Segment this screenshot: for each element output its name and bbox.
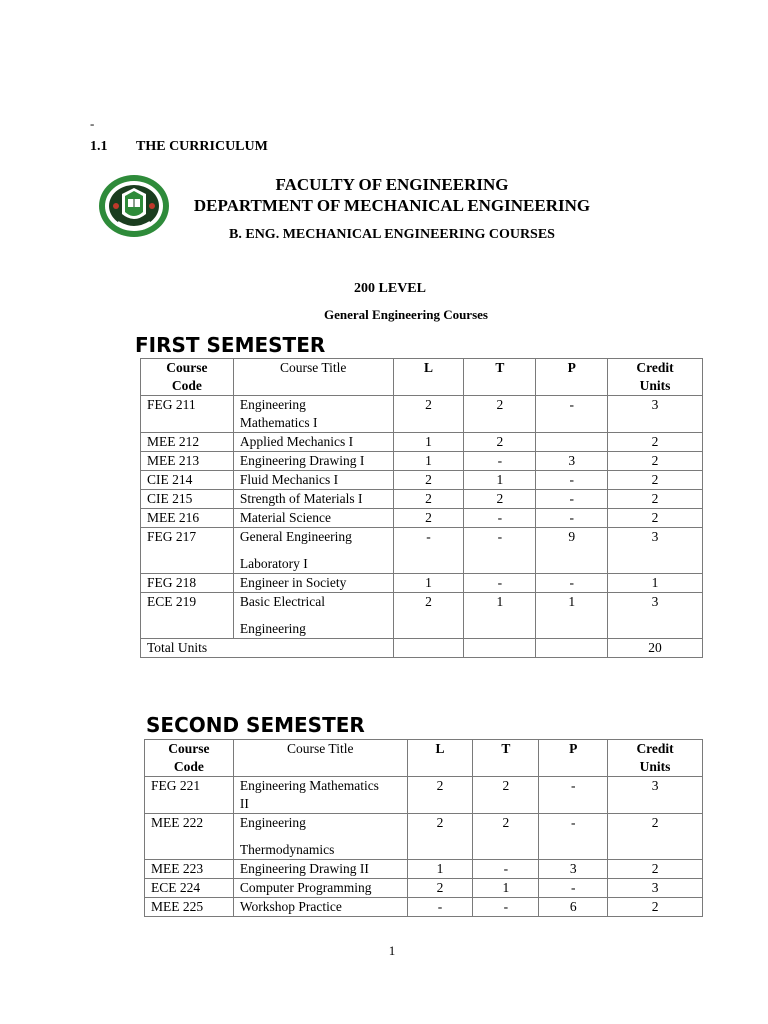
credit-units: 2 [608, 860, 703, 879]
course-code: CIE 215 [141, 490, 234, 509]
practical-hours: - [536, 396, 608, 433]
col-t: T [464, 359, 536, 396]
total-row [141, 639, 703, 658]
table-header-row [141, 359, 703, 396]
total-label: Total Units [141, 639, 394, 658]
section-number: 1.1 [90, 139, 108, 154]
table-row [141, 471, 703, 490]
course-code: ECE 224 [145, 879, 234, 898]
table-row [141, 396, 703, 433]
tutorial-hours: - [464, 509, 536, 528]
col-t: T [473, 740, 539, 777]
course-code: MEE 222 [145, 814, 234, 860]
practical-hours: 6 [539, 898, 608, 917]
course-code: MEE 223 [145, 860, 234, 879]
lecture-hours: 2 [407, 814, 473, 860]
table-row [141, 452, 703, 471]
page-number: 1 [388, 943, 396, 958]
course-code: MEE 212 [141, 433, 234, 452]
credit-units: 3 [608, 777, 703, 814]
course-code: FEG 218 [141, 574, 234, 593]
lecture-hours: 2 [393, 396, 464, 433]
col-course-title: Course Title [233, 359, 393, 396]
tutorial-hours: - [473, 860, 539, 879]
tutorial-hours: - [464, 452, 536, 471]
lecture-hours: 2 [393, 593, 464, 639]
table-row [141, 593, 703, 639]
table-row [141, 509, 703, 528]
course-title: General Engineering Laboratory I [233, 528, 393, 574]
col-l: L [407, 740, 473, 777]
col-l: L [393, 359, 464, 396]
course-code: MEE 225 [145, 898, 234, 917]
course-code: CIE 214 [141, 471, 234, 490]
course-title: Strength of Materials I [233, 490, 393, 509]
general-courses-heading: General Engineering Courses [324, 307, 488, 322]
tutorial-hours: 2 [464, 433, 536, 452]
lecture-hours: - [393, 528, 464, 574]
course-code: FEG 217 [141, 528, 234, 574]
credit-units: 2 [608, 509, 703, 528]
lecture-hours: 2 [393, 471, 464, 490]
practical-hours: - [539, 777, 608, 814]
practical-hours [536, 433, 608, 452]
tutorial-hours: 2 [473, 814, 539, 860]
tutorial-hours: 1 [464, 471, 536, 490]
tutorial-hours: - [473, 898, 539, 917]
course-title: Engineering Mathematics II [233, 777, 407, 814]
course-code: MEE 213 [141, 452, 234, 471]
col-credit-units: Credit Units [608, 740, 703, 777]
col-p: P [539, 740, 608, 777]
lecture-hours: 2 [393, 509, 464, 528]
course-code: FEG 211 [141, 396, 234, 433]
lecture-hours: 1 [407, 860, 473, 879]
course-title: Workshop Practice [233, 898, 407, 917]
first-semester-heading: FIRST SEMESTER [135, 333, 326, 357]
tutorial-hours: - [464, 528, 536, 574]
col-course-code: Course Code [141, 359, 234, 396]
course-title: Material Science [233, 509, 393, 528]
credit-units: 2 [608, 452, 703, 471]
course-title: Engineering Thermodynamics [233, 814, 407, 860]
table-row [145, 814, 703, 860]
courses-subtitle: B. ENG. MECHANICAL ENGINEERING COURSES [229, 227, 555, 242]
total-units: 20 [608, 639, 703, 658]
practical-hours: - [536, 490, 608, 509]
course-code: FEG 221 [145, 777, 234, 814]
col-credit-units: Credit Units [608, 359, 703, 396]
tutorial-hours: 1 [473, 879, 539, 898]
lecture-hours: 2 [407, 879, 473, 898]
tutorial-hours: 2 [473, 777, 539, 814]
first-semester-table [140, 358, 703, 658]
total-empty [464, 639, 536, 658]
tutorial-hours: 2 [464, 490, 536, 509]
table-row [141, 528, 703, 574]
credit-units: 1 [608, 574, 703, 593]
credit-units: 3 [608, 396, 703, 433]
table-row [141, 433, 703, 452]
credit-units: 2 [608, 471, 703, 490]
tutorial-hours: 2 [464, 396, 536, 433]
total-empty [536, 639, 608, 658]
lecture-hours: 1 [393, 433, 464, 452]
total-empty [393, 639, 464, 658]
lecture-hours: 1 [393, 452, 464, 471]
table-row [141, 490, 703, 509]
table-row [145, 777, 703, 814]
course-title: Basic Electrical Engineering [233, 593, 393, 639]
col-course-title: Course Title [233, 740, 407, 777]
col-course-code: Course Code [145, 740, 234, 777]
lecture-hours: - [407, 898, 473, 917]
credit-units: 2 [608, 898, 703, 917]
practical-hours: - [539, 879, 608, 898]
practical-hours: 1 [536, 593, 608, 639]
table-row [145, 860, 703, 879]
credit-units: 3 [608, 879, 703, 898]
lecture-hours: 2 [407, 777, 473, 814]
lecture-hours: 2 [393, 490, 464, 509]
practical-hours: - [536, 574, 608, 593]
practical-hours: - [536, 471, 608, 490]
table-row [145, 898, 703, 917]
leading-dash: - [90, 116, 95, 131]
course-code: ECE 219 [141, 593, 234, 639]
course-title: Engineering Mathematics I [233, 396, 393, 433]
credit-units: 3 [608, 593, 703, 639]
course-title: Computer Programming [233, 879, 407, 898]
table-row [145, 879, 703, 898]
credit-units: 2 [608, 814, 703, 860]
tutorial-hours: - [464, 574, 536, 593]
practical-hours: 3 [539, 860, 608, 879]
practical-hours: - [536, 509, 608, 528]
col-p: P [536, 359, 608, 396]
course-title: Fluid Mechanics I [233, 471, 393, 490]
course-title: Applied Mechanics I [233, 433, 393, 452]
level-heading: 200 LEVEL [354, 281, 426, 296]
course-code: MEE 216 [141, 509, 234, 528]
tutorial-hours: 1 [464, 593, 536, 639]
section-title: THE CURRICULUM [136, 139, 268, 154]
lecture-hours: 1 [393, 574, 464, 593]
table-row [141, 574, 703, 593]
practical-hours: 3 [536, 452, 608, 471]
table-header-row [145, 740, 703, 777]
course-title: Engineering Drawing I [233, 452, 393, 471]
credit-units: 2 [608, 490, 703, 509]
credit-units: 2 [608, 433, 703, 452]
practical-hours: 9 [536, 528, 608, 574]
second-semester-heading: SECOND SEMESTER [146, 713, 365, 737]
credit-units: 3 [608, 528, 703, 574]
practical-hours: - [539, 814, 608, 860]
department-title: DEPARTMENT OF MECHANICAL ENGINEERING [193, 196, 591, 215]
second-semester-table [144, 739, 703, 917]
faculty-title: FACULTY OF ENGINEERING [275, 175, 509, 194]
course-title: Engineering Drawing II [233, 860, 407, 879]
course-title: Engineer in Society [233, 574, 393, 593]
